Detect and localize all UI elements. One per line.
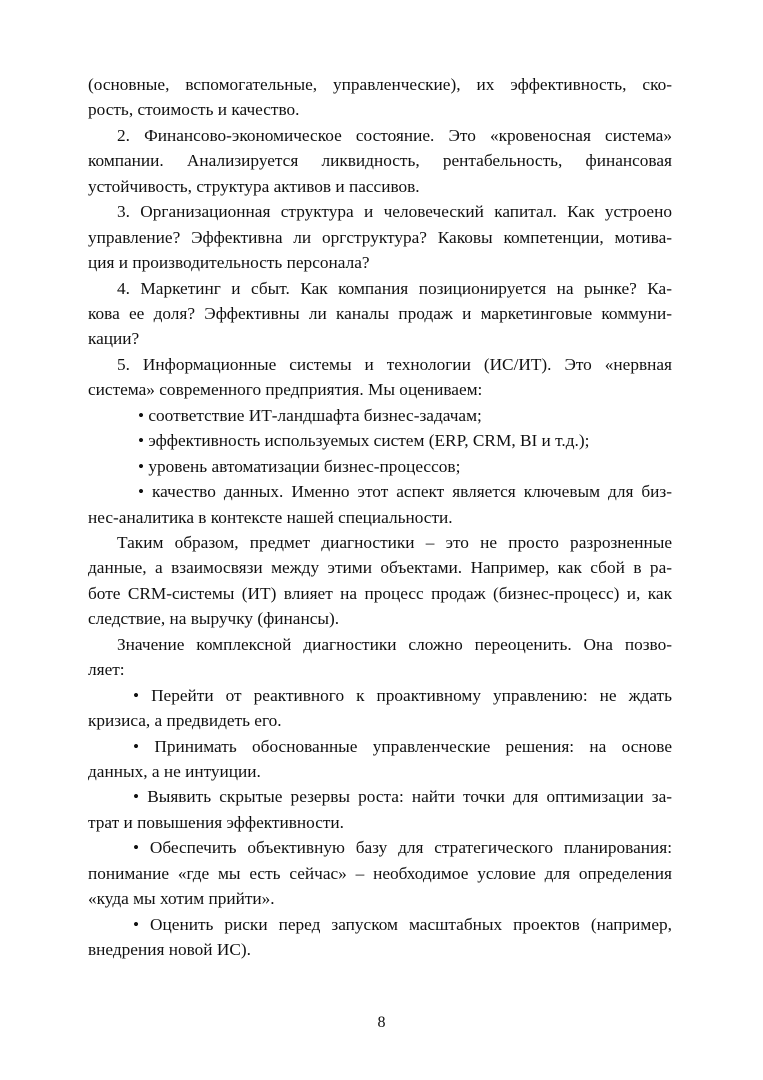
text-line: понимание «где мы есть сейчас» – необходимое условие для определения bbox=[88, 863, 672, 883]
text-line: • Принимать обоснованные управленческие решения: на основе bbox=[133, 736, 672, 756]
paragraph bbox=[88, 632, 672, 683]
page-number: 8 bbox=[377, 1014, 386, 1031]
bullet-item bbox=[88, 428, 672, 453]
text-line: 4. Маркетинг и сбыт. Как компания позиционируется на рынке? Ка- bbox=[117, 278, 672, 298]
text-line: ляет: bbox=[88, 660, 125, 680]
bullet-item bbox=[88, 835, 672, 911]
text-line: данные, а взаимосвязи между этими объектами. Например, как сбой в ра- bbox=[88, 558, 672, 578]
text-line: устойчивость, структура активов и пассивов. bbox=[88, 176, 420, 196]
text-line: Значение комплексной диагностики сложно переоценить. Она позво- bbox=[117, 634, 672, 654]
text-line: • Оценить риски перед запуском масштабных проектов (например, bbox=[133, 914, 672, 934]
bullet-item bbox=[88, 734, 672, 785]
text-line: • качество данных. Именно этот аспект является ключевым для биз- bbox=[138, 482, 672, 502]
text-line: кова ее доля? Эффективны ли каналы продаж и маркетинговые коммуни- bbox=[88, 303, 672, 323]
text-line: Таким образом, предмет диагностики – это не просто разрозненные bbox=[117, 533, 672, 553]
text-line: система» современного предприятия. Мы оцениваем: bbox=[88, 380, 483, 400]
text-line: трат и повышения эффективности. bbox=[88, 812, 344, 832]
text-line: • эффективность используемых систем (ERP, CRM, BI и т.д.); bbox=[138, 431, 590, 451]
paragraph bbox=[88, 352, 672, 403]
text-line: данных, а не интуиции. bbox=[88, 762, 261, 781]
paragraph bbox=[88, 199, 672, 275]
bullet-item bbox=[88, 784, 672, 835]
bullet-item bbox=[88, 912, 672, 963]
paragraph bbox=[88, 530, 672, 632]
text-line: 3. Организационная структура и человеческий капитал. Как устроено bbox=[117, 202, 672, 222]
text-line: • Выявить скрытые резервы роста: найти точки для оптимизации за- bbox=[133, 787, 672, 807]
text-line: ция и производительность персонала? bbox=[88, 253, 370, 273]
paragraph bbox=[88, 123, 672, 199]
text-line: «куда мы хотим прийти». bbox=[88, 889, 275, 909]
text-line: боте CRM-системы (ИТ) влияет на процесс продаж (бизнес-процесс) и, как bbox=[88, 583, 672, 603]
bullet-item bbox=[88, 683, 672, 734]
text-line: • уровень автоматизации бизнес-процессов; bbox=[138, 456, 461, 476]
text-line: управление? Эффективна ли оргструктура? Каковы компетенции, мотива- bbox=[88, 227, 672, 247]
text-line: • Обеспечить объективную базу для стратегического планирования: bbox=[133, 838, 672, 858]
text-line: • Перейти от реактивного к проактивному управлению: не ждать bbox=[133, 685, 672, 705]
text-line: (основные, вспомогательные, управленческие), их эффективность, ско- bbox=[88, 75, 672, 94]
text-line: • соответствие ИТ-ландшафта бизнес-задачам; bbox=[138, 405, 482, 425]
bullet-item bbox=[88, 454, 672, 479]
paragraph bbox=[88, 276, 672, 352]
text-line: следствие, на выручку (финансы). bbox=[88, 609, 340, 629]
text-line: кации? bbox=[88, 329, 140, 349]
bullet-item bbox=[88, 403, 672, 428]
page-body bbox=[88, 72, 672, 963]
text-line: нес-аналитика в контексте нашей специальности. bbox=[88, 507, 453, 527]
paragraph bbox=[88, 72, 672, 123]
text-line: 2. Финансово-экономическое состояние. Это «кровеносная система» bbox=[117, 125, 672, 145]
text-line: 5. Информационные системы и технологии (ИС/ИТ). Это «нервная bbox=[117, 354, 672, 374]
text-line: внедрения новой ИС). bbox=[88, 940, 251, 960]
bullet-item bbox=[88, 479, 672, 530]
text-line: рость, стоимость и качество. bbox=[88, 100, 300, 120]
text-line: компании. Анализируется ликвидность, рентабельность, финансовая bbox=[88, 151, 672, 171]
text-line: кризиса, а предвидеть его. bbox=[88, 711, 282, 731]
